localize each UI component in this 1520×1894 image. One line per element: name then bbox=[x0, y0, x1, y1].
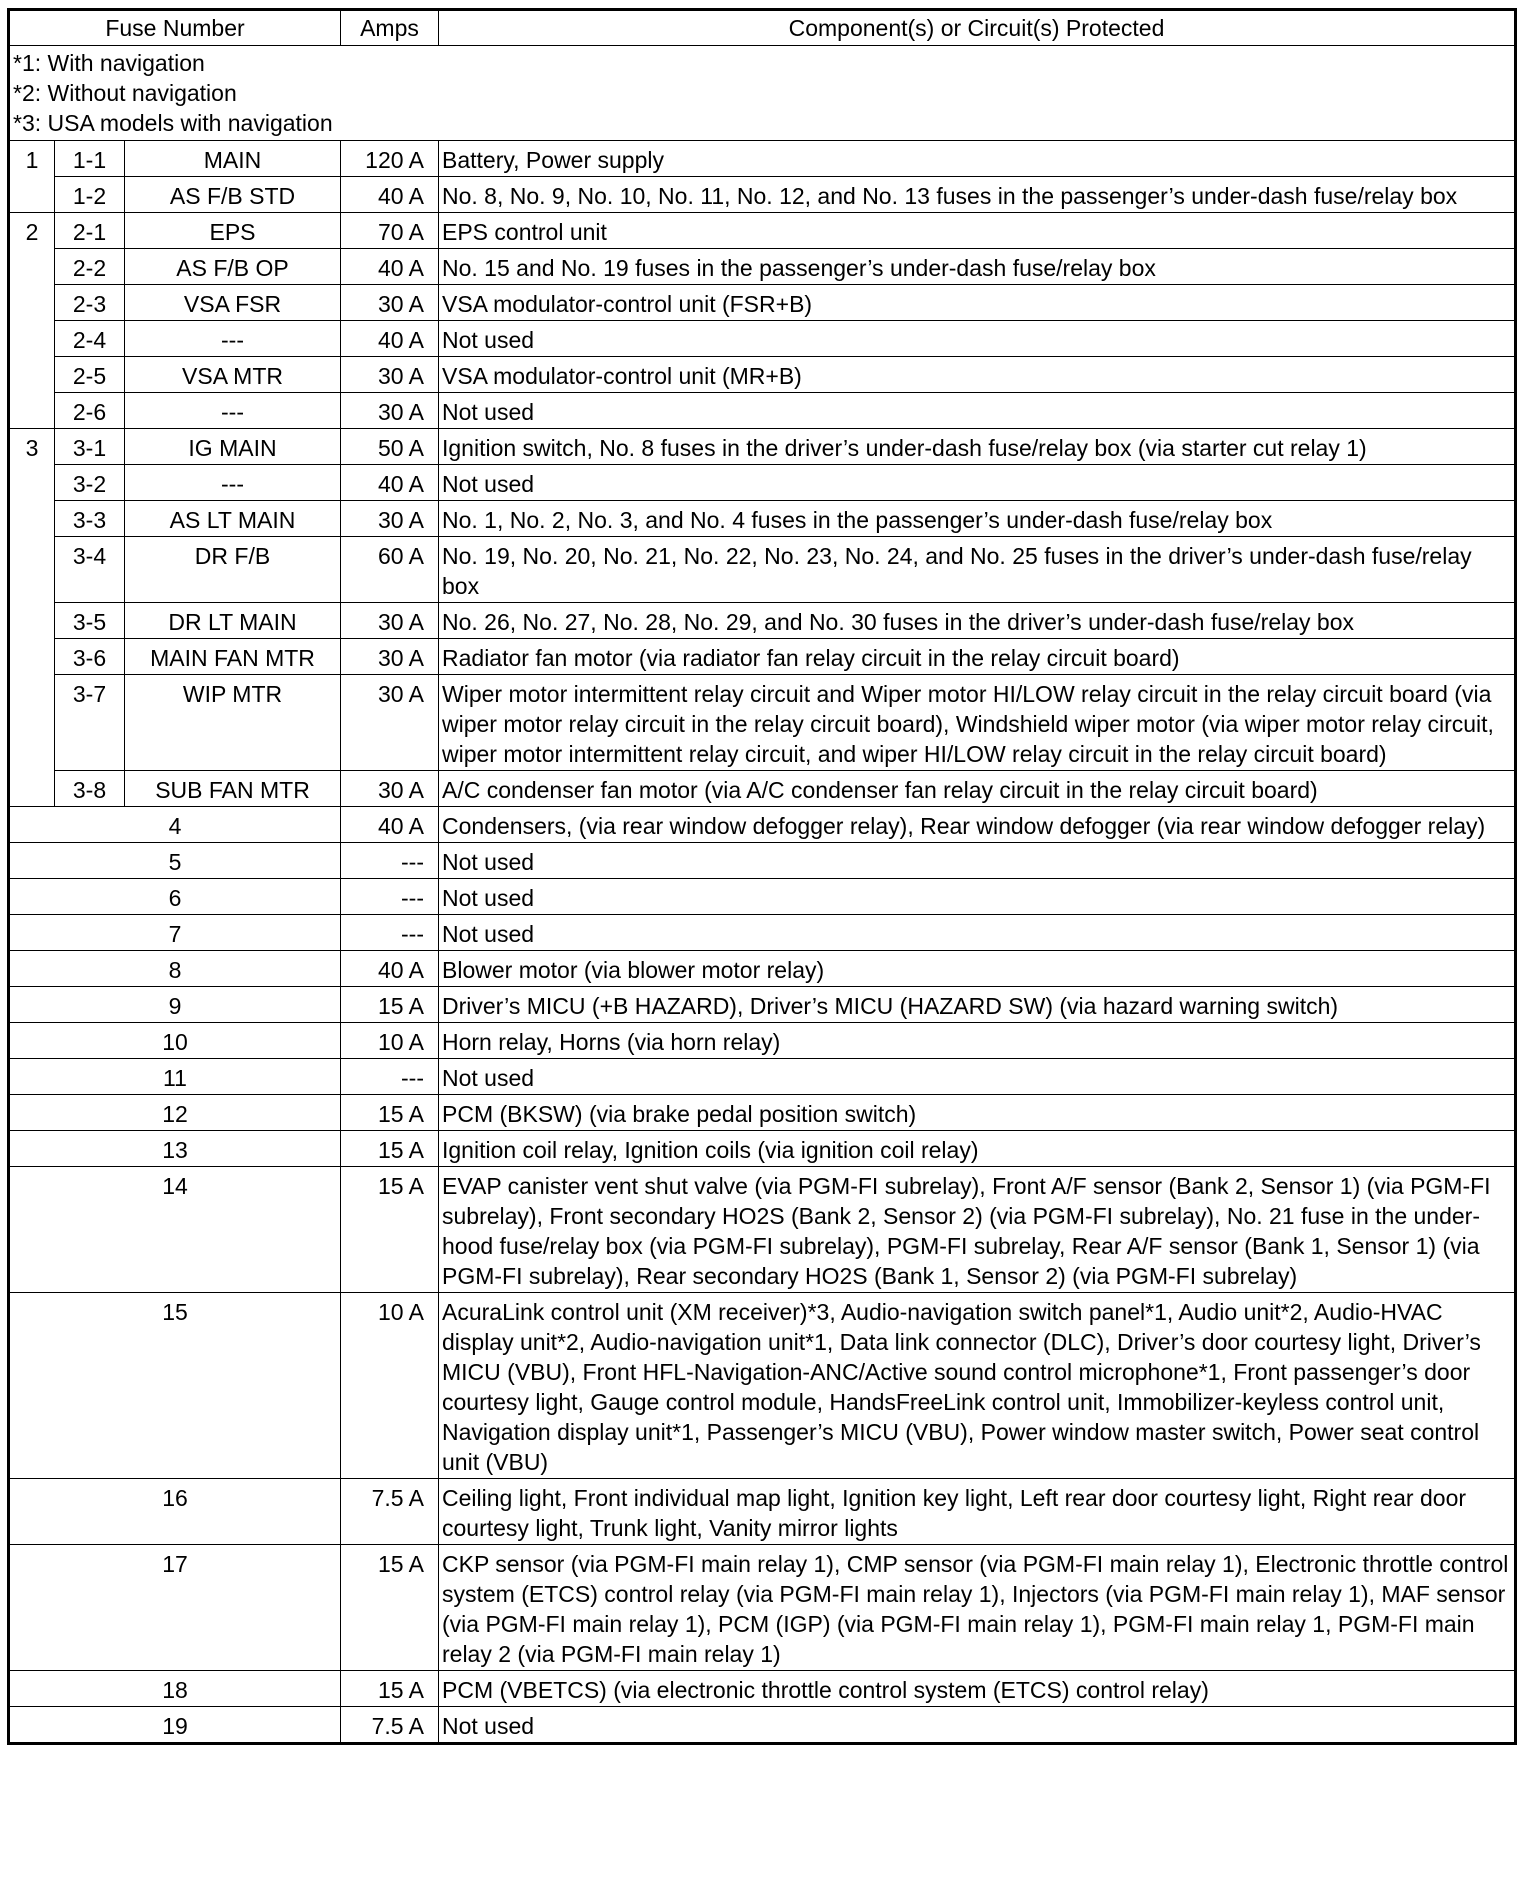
fuse-row bbox=[9, 249, 1516, 285]
fuse-number: 9 bbox=[9, 987, 341, 1023]
notes-cell bbox=[9, 46, 1516, 141]
fuse-row bbox=[9, 951, 1516, 987]
fuse-amps: 40 A bbox=[341, 807, 439, 843]
fuse-amps: 30 A bbox=[341, 771, 439, 807]
fuse-number: 14 bbox=[9, 1167, 341, 1293]
fuse-description: AcuraLink control unit (XM receiver)*3, Audio-navigation switch panel*1, Audio unit*2, Audio-HVAC display unit*2, Audio-navigation unit*1, Data link connector (DLC), Driver’s door courtesy light, Driver’s MICU (VBU), Front HFL-Navigation-ANC/Active sound control microphone*1, Front passenger’s door courtesy light, Gauge control module, HandsFreeLink control unit, Immobilizer-keyless control unit, Navigation display unit*1, Passenger’s MICU (VBU), Power window master switch, Power seat control unit (VBU) bbox=[439, 1293, 1516, 1479]
fuse-sub-number: 2-6 bbox=[55, 393, 125, 429]
fuse-sub-number: 1-2 bbox=[55, 177, 125, 213]
fuse-description: Not used bbox=[439, 1707, 1516, 1744]
fuse-number: 19 bbox=[9, 1707, 341, 1744]
fuse-amps: 15 A bbox=[341, 1671, 439, 1707]
fuse-row bbox=[9, 675, 1516, 771]
fuse-sub-number: 1-1 bbox=[55, 141, 125, 177]
fuse-amps: 15 A bbox=[341, 1167, 439, 1293]
note-3: *3: USA models with navigation bbox=[13, 110, 333, 136]
fuse-row bbox=[9, 603, 1516, 639]
fuse-number: 5 bbox=[9, 843, 341, 879]
fuse-row bbox=[9, 915, 1516, 951]
fuse-amps: 40 A bbox=[341, 249, 439, 285]
fuse-row bbox=[9, 771, 1516, 807]
fuse-row bbox=[9, 987, 1516, 1023]
fuse-description: Battery, Power supply bbox=[439, 141, 1516, 177]
fuse-amps: 7.5 A bbox=[341, 1707, 439, 1744]
notes-row bbox=[9, 46, 1516, 141]
fuse-description: Horn relay, Horns (via horn relay) bbox=[439, 1023, 1516, 1059]
fuse-group-number bbox=[9, 501, 55, 537]
fuse-sub-number: 2-4 bbox=[55, 321, 125, 357]
fuse-amps: 15 A bbox=[341, 987, 439, 1023]
fuse-group-number bbox=[9, 771, 55, 807]
fuse-row bbox=[9, 1479, 1516, 1545]
fuse-amps: 30 A bbox=[341, 639, 439, 675]
fuse-group-number bbox=[9, 393, 55, 429]
fuse-description: Not used bbox=[439, 843, 1516, 879]
fuse-group-number: 3 bbox=[9, 429, 55, 465]
fuse-amps: 15 A bbox=[341, 1095, 439, 1131]
fuse-name: VSA FSR bbox=[125, 285, 341, 321]
fuse-number: 7 bbox=[9, 915, 341, 951]
fuse-row bbox=[9, 213, 1516, 249]
fuse-name: MAIN FAN MTR bbox=[125, 639, 341, 675]
fuse-row bbox=[9, 879, 1516, 915]
fuse-description: Driver’s MICU (+B HAZARD), Driver’s MICU (HAZARD SW) (via hazard warning switch) bbox=[439, 987, 1516, 1023]
fuse-number: 11 bbox=[9, 1059, 341, 1095]
fuse-number: 13 bbox=[9, 1131, 341, 1167]
header-components: Component(s) or Circuit(s) Protected bbox=[439, 10, 1516, 46]
fuse-amps: 30 A bbox=[341, 393, 439, 429]
fuse-amps: 30 A bbox=[341, 285, 439, 321]
fuse-group-number bbox=[9, 177, 55, 213]
fuse-sub-number: 3-1 bbox=[55, 429, 125, 465]
fuse-row bbox=[9, 1293, 1516, 1479]
fuse-row bbox=[9, 465, 1516, 501]
fuse-row bbox=[9, 537, 1516, 603]
fuse-description: Not used bbox=[439, 879, 1516, 915]
fuse-amps: 7.5 A bbox=[341, 1479, 439, 1545]
fuse-description: PCM (BKSW) (via brake pedal position switch) bbox=[439, 1095, 1516, 1131]
fuse-description: No. 8, No. 9, No. 10, No. 11, No. 12, and No. 13 fuses in the passenger’s under-dash fuse/relay box bbox=[439, 177, 1516, 213]
header-row bbox=[9, 10, 1516, 46]
fuse-name: AS F/B OP bbox=[125, 249, 341, 285]
fuse-name: AS LT MAIN bbox=[125, 501, 341, 537]
fuse-amps: 120 A bbox=[341, 141, 439, 177]
fuse-description: Condensers, (via rear window defogger relay), Rear window defogger (via rear window defogger relay) bbox=[439, 807, 1516, 843]
fuse-amps: 10 A bbox=[341, 1293, 439, 1479]
fuse-name: SUB FAN MTR bbox=[125, 771, 341, 807]
fuse-table bbox=[7, 8, 1517, 1745]
fuse-number: 10 bbox=[9, 1023, 341, 1059]
fuse-amps: 30 A bbox=[341, 357, 439, 393]
fuse-group-number bbox=[9, 537, 55, 603]
fuse-sub-number: 2-2 bbox=[55, 249, 125, 285]
fuse-sub-number: 2-3 bbox=[55, 285, 125, 321]
fuse-row bbox=[9, 1671, 1516, 1707]
note-1: *1: With navigation bbox=[13, 50, 205, 76]
fuse-description: Not used bbox=[439, 915, 1516, 951]
fuse-description: Ignition coil relay, Ignition coils (via ignition coil relay) bbox=[439, 1131, 1516, 1167]
fuse-row bbox=[9, 807, 1516, 843]
fuse-amps: 30 A bbox=[341, 501, 439, 537]
fuse-amps: 40 A bbox=[341, 177, 439, 213]
fuse-amps: 30 A bbox=[341, 603, 439, 639]
fuse-sub-number: 2-1 bbox=[55, 213, 125, 249]
fuse-number: 4 bbox=[9, 807, 341, 843]
fuse-description: Not used bbox=[439, 1059, 1516, 1095]
fuse-description: Wiper motor intermittent relay circuit and Wiper motor HI/LOW relay circuit in the relay circuit board (via wiper motor relay circuit in the relay circuit board), Windshield wiper motor (via wiper motor relay circuit, wiper motor intermittent relay circuit, and wiper HI/LOW relay circuit in the relay circuit board) bbox=[439, 675, 1516, 771]
fuse-amps: --- bbox=[341, 879, 439, 915]
fuse-row bbox=[9, 1707, 1516, 1744]
fuse-group-number bbox=[9, 603, 55, 639]
fuse-amps: 15 A bbox=[341, 1131, 439, 1167]
fuse-sub-number: 2-5 bbox=[55, 357, 125, 393]
fuse-description: Ceiling light, Front individual map light, Ignition key light, Left rear door courtesy light, Right rear door courtesy light, Trunk light, Vanity mirror lights bbox=[439, 1479, 1516, 1545]
fuse-name: --- bbox=[125, 321, 341, 357]
fuse-group-number bbox=[9, 639, 55, 675]
fuse-description: Not used bbox=[439, 465, 1516, 501]
fuse-description: CKP sensor (via PGM-FI main relay 1), CMP sensor (via PGM-FI main relay 1), Electronic throttle control system (ETCS) control relay (via PGM-FI main relay 1), Injectors (via PGM-FI main relay 1), MAF sensor (via PGM-FI main relay 1), PCM (IGP) (via PGM-FI main relay 1), PGM-FI main relay 1, PGM-FI main relay 2 (via PGM-FI main relay 1) bbox=[439, 1545, 1516, 1671]
fuse-amps: 15 A bbox=[341, 1545, 439, 1671]
fuse-amps: 40 A bbox=[341, 465, 439, 501]
fuse-amps: 40 A bbox=[341, 321, 439, 357]
fuse-group-number bbox=[9, 357, 55, 393]
fuse-group-number bbox=[9, 675, 55, 771]
fuse-group-number bbox=[9, 249, 55, 285]
fuse-row bbox=[9, 639, 1516, 675]
fuse-row bbox=[9, 429, 1516, 465]
fuse-name: WIP MTR bbox=[125, 675, 341, 771]
fuse-group-number bbox=[9, 285, 55, 321]
fuse-amps: 60 A bbox=[341, 537, 439, 603]
fuse-row bbox=[9, 1167, 1516, 1293]
fuse-description: Radiator fan motor (via radiator fan relay circuit in the relay circuit board) bbox=[439, 639, 1516, 675]
fuse-number: 6 bbox=[9, 879, 341, 915]
fuse-description: Not used bbox=[439, 321, 1516, 357]
fuse-description: No. 19, No. 20, No. 21, No. 22, No. 23, No. 24, and No. 25 fuses in the driver’s under-dash fuse/relay box bbox=[439, 537, 1516, 603]
fuse-row bbox=[9, 177, 1516, 213]
fuse-name: VSA MTR bbox=[125, 357, 341, 393]
fuse-row bbox=[9, 1023, 1516, 1059]
fuse-amps: 30 A bbox=[341, 675, 439, 771]
header-amps: Amps bbox=[341, 10, 439, 46]
fuse-number: 15 bbox=[9, 1293, 341, 1479]
fuse-name: EPS bbox=[125, 213, 341, 249]
fuse-sub-number: 3-6 bbox=[55, 639, 125, 675]
fuse-description: EPS control unit bbox=[439, 213, 1516, 249]
header-fuse-number: Fuse Number bbox=[9, 10, 341, 46]
fuse-description: VSA modulator-control unit (FSR+B) bbox=[439, 285, 1516, 321]
fuse-sub-number: 3-3 bbox=[55, 501, 125, 537]
fuse-number: 16 bbox=[9, 1479, 341, 1545]
fuse-row bbox=[9, 321, 1516, 357]
fuse-row bbox=[9, 285, 1516, 321]
fuse-amps: 40 A bbox=[341, 951, 439, 987]
fuse-number: 18 bbox=[9, 1671, 341, 1707]
fuse-amps: 10 A bbox=[341, 1023, 439, 1059]
fuse-amps: 50 A bbox=[341, 429, 439, 465]
fuse-row bbox=[9, 1545, 1516, 1671]
fuse-name: DR F/B bbox=[125, 537, 341, 603]
fuse-row bbox=[9, 393, 1516, 429]
fuse-name: IG MAIN bbox=[125, 429, 341, 465]
fuse-description: Ignition switch, No. 8 fuses in the driver’s under-dash fuse/relay box (via starter cut relay 1) bbox=[439, 429, 1516, 465]
fuse-group-number: 2 bbox=[9, 213, 55, 249]
fuse-description: VSA modulator-control unit (MR+B) bbox=[439, 357, 1516, 393]
fuse-row bbox=[9, 843, 1516, 879]
fuse-description: Not used bbox=[439, 393, 1516, 429]
note-2: *2: Without navigation bbox=[13, 80, 237, 106]
fuse-number: 12 bbox=[9, 1095, 341, 1131]
fuse-description: Blower motor (via blower motor relay) bbox=[439, 951, 1516, 987]
fuse-group-number bbox=[9, 321, 55, 357]
fuse-name: --- bbox=[125, 465, 341, 501]
fuse-sub-number: 3-5 bbox=[55, 603, 125, 639]
fuse-row bbox=[9, 1131, 1516, 1167]
fuse-description: A/C condenser fan motor (via A/C condenser fan relay circuit in the relay circuit board) bbox=[439, 771, 1516, 807]
fuse-name: --- bbox=[125, 393, 341, 429]
fuse-description: EVAP canister vent shut valve (via PGM-FI subrelay), Front A/F sensor (Bank 2, Sensor 1) (via PGM-FI subrelay), Front secondary HO2S (Bank 2, Sensor 2) (via PGM-FI subrelay), No. 21 fuse in the under-hood fuse/relay box (via PGM-FI subrelay), PGM-FI subrelay, Rear A/F sensor (Bank 1, Sensor 1) (via PGM-FI subrelay), Rear secondary HO2S (Bank 1, Sensor 2) (via PGM-FI subrelay) bbox=[439, 1167, 1516, 1293]
fuse-row bbox=[9, 357, 1516, 393]
fuse-name: MAIN bbox=[125, 141, 341, 177]
fuse-sub-number: 3-7 bbox=[55, 675, 125, 771]
fuse-description: No. 1, No. 2, No. 3, and No. 4 fuses in the passenger’s under-dash fuse/relay box bbox=[439, 501, 1516, 537]
fuse-sub-number: 3-4 bbox=[55, 537, 125, 603]
fuse-sub-number: 3-8 bbox=[55, 771, 125, 807]
fuse-description: PCM (VBETCS) (via electronic throttle control system (ETCS) control relay) bbox=[439, 1671, 1516, 1707]
fuse-amps: --- bbox=[341, 915, 439, 951]
fuse-description: No. 15 and No. 19 fuses in the passenger’s under-dash fuse/relay box bbox=[439, 249, 1516, 285]
fuse-row bbox=[9, 1095, 1516, 1131]
fuse-amps: --- bbox=[341, 1059, 439, 1095]
fuse-row bbox=[9, 1059, 1516, 1095]
fuse-sub-number: 3-2 bbox=[55, 465, 125, 501]
fuse-name: DR LT MAIN bbox=[125, 603, 341, 639]
fuse-row bbox=[9, 501, 1516, 537]
fuse-description: No. 26, No. 27, No. 28, No. 29, and No. 30 fuses in the driver’s under-dash fuse/relay box bbox=[439, 603, 1516, 639]
fuse-name: AS F/B STD bbox=[125, 177, 341, 213]
fuse-group-number: 1 bbox=[9, 141, 55, 177]
fuse-number: 17 bbox=[9, 1545, 341, 1671]
fuse-amps: --- bbox=[341, 843, 439, 879]
fuse-row bbox=[9, 141, 1516, 177]
fuse-group-number bbox=[9, 465, 55, 501]
fuse-amps: 70 A bbox=[341, 213, 439, 249]
fuse-number: 8 bbox=[9, 951, 341, 987]
